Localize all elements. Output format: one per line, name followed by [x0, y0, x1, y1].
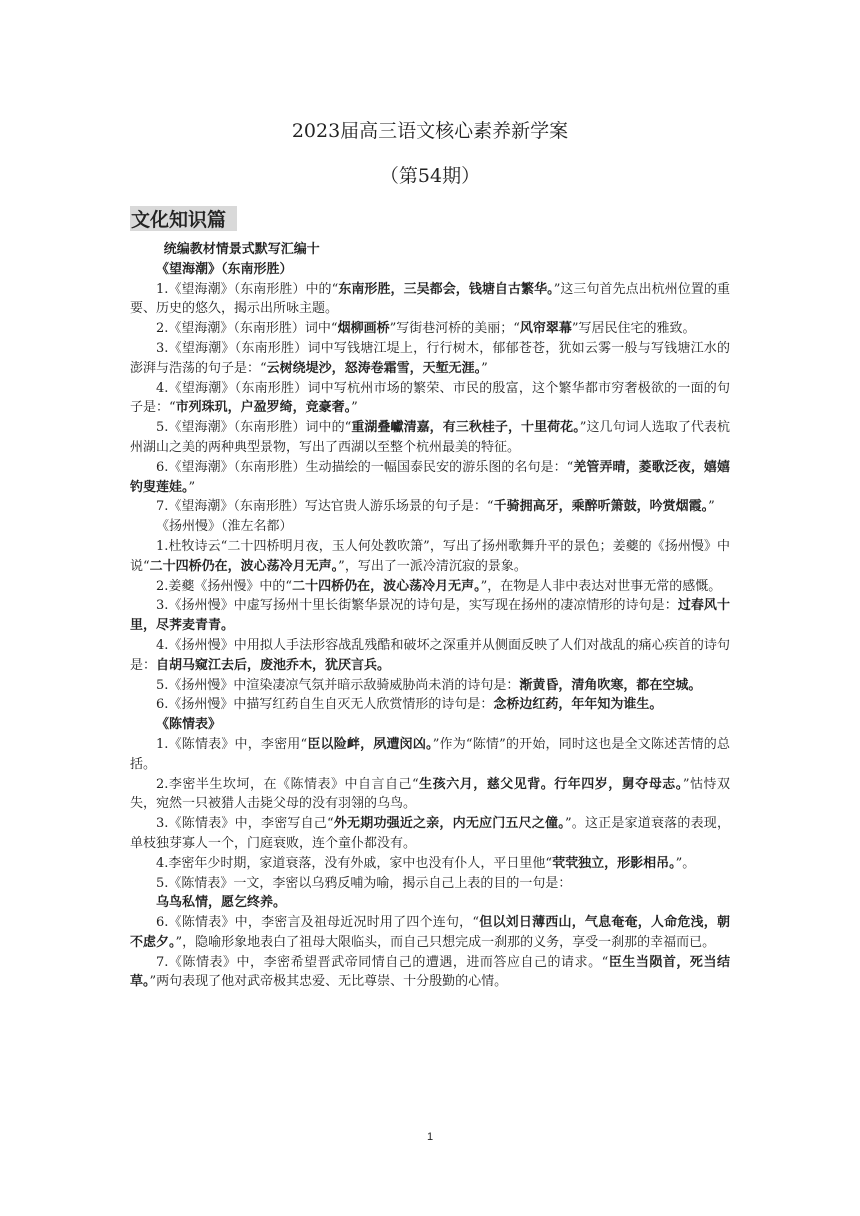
text-run: 6.《扬州慢》中描写红药自生自灭无人欣赏情形的诗句是：	[156, 697, 494, 713]
bold-quote: 自胡马窥江去后，废池乔木，犹厌言兵。	[156, 657, 391, 673]
section-heading: 文化知识篇	[131, 209, 227, 231]
paragraph	[130, 537, 730, 577]
text-run: 2.李密半生坎坷，在《陈情表》中自言自己“	[156, 776, 419, 792]
text-run: 6.《陈情表》中，李密言及祖母近况时用了四个连句，“	[156, 915, 480, 931]
bold-quote: 生孩六月，慈父见背。行年四岁，舅夺母志。	[418, 776, 683, 792]
text-run: 《望海潮》（东南形胜）	[156, 261, 293, 277]
text-run: ”两句表现了他对武帝极其忠爱、无比尊崇、十分殷勤的心情。	[149, 974, 508, 990]
paragraph	[130, 260, 730, 280]
text-run: ”写居民住宅的雅致。	[571, 321, 696, 337]
text-run: 1.《陈情表》中，李密用“	[156, 736, 308, 752]
paragraph	[130, 913, 730, 953]
text-run: ”。这正是家道衰落的表现，单枝独芽寡人一个，门庭衰败，连个童仆都没有。	[130, 816, 730, 851]
paragraph	[130, 893, 730, 913]
text-run: 7.《望海潮》（东南形胜）写达官贵人游乐场景的句子是：“	[156, 499, 494, 515]
paragraph	[130, 458, 730, 498]
bold-quote: 二十四桥仍在，波心荡冷月无声。	[292, 578, 481, 594]
text-run: 2.姜夔《扬州慢》中的“	[156, 578, 293, 594]
paragraph	[130, 339, 730, 379]
text-run: ”	[351, 400, 358, 416]
text-run: ”	[708, 499, 715, 515]
text-run: ”。	[675, 855, 696, 871]
text-run: ”这三句首先点出杭州位置的重要、历史的悠久，揭示出所咏主题。	[130, 281, 730, 317]
bold-quote: 烟柳画桥	[337, 321, 390, 337]
text-run: 2.《望海潮》（东南形胜）词中“	[156, 321, 338, 337]
text-run: 4.李密年少时期，家道衰落，没有外戚，家中也没有仆人，平日里他“	[156, 855, 553, 871]
paragraph	[130, 280, 730, 320]
paragraph	[130, 676, 730, 696]
paragraph	[130, 775, 730, 815]
bold-quote: 但以刘日薄西山，气息奄奄，人命危浅，朝不虑夕。	[130, 915, 730, 950]
text-run: ”作为“陈情”的开始，同时这也是全文陈述苦情的总括。	[130, 736, 730, 772]
bold-quote: 外无期功强近之亲，内无应门五尺之僮。	[333, 816, 565, 832]
text-run: 3.《望海潮》（东南形胜）词中写钱塘江堤上，行行树木，郁郁苍苍，犹如云雾一般与写钱塘江水的澎湃与浩荡的句子是：“	[130, 340, 730, 376]
page-number: 1	[426, 1131, 434, 1143]
bold-quote: 渐黄昏，清角吹寒，都在空城。	[519, 677, 702, 693]
text-run: 3.《陈情表》中，李密写自己“	[156, 816, 334, 832]
bold-quote: 市列珠玑，户盈罗绮，竞豪奢。	[175, 400, 352, 416]
paragraph	[130, 596, 730, 636]
text-run: 7.《陈情表》中，李密希望晋武帝同情自己的遭遇，进而答应自己的请求。“	[156, 954, 609, 970]
bold-quote: 羌管弄晴，菱歌泛夜，嬉嬉钓叟莲娃。	[130, 459, 730, 495]
paragraph	[130, 418, 730, 458]
body-text	[130, 240, 730, 992]
paragraph	[130, 715, 730, 735]
text-run: ”，写出了一派冷清沉寂的景象。	[338, 558, 527, 574]
paragraph	[130, 953, 730, 993]
paragraph	[130, 814, 730, 854]
text-run: 1.杜牧诗云“二十四桥明月夜，玉人何处教吹箫”，写出了扬州歌舞升平的景色；姜夔的《扬州慢》中说“	[130, 538, 730, 574]
paragraph	[130, 577, 730, 597]
text-run: 5.《陈情表》一文，李密以乌鸦反哺为喻，揭示自己上表的目的一句是：	[156, 875, 572, 891]
bold-quote: 东南形胜，三吴都会，钱塘自古繁华。	[338, 281, 554, 297]
bold-quote: 臣以险衅，夙遭闵凶。	[307, 736, 433, 752]
paragraph	[130, 240, 730, 260]
text-run: ”，隐喻形象地表白了祖母大限临头，而自己只想完成一刹那的义务，享受一刹那的幸福而已。	[175, 934, 716, 950]
paragraph	[130, 319, 730, 339]
text-run: ”，在物是人非中表达对世事无常的感慨。	[480, 578, 722, 594]
paragraph	[130, 735, 730, 775]
bold-quote: 重湖叠巘清嘉，有三秋桂子，十里荷花。	[351, 420, 580, 436]
text-run: 4.《望海潮》（东南形胜）词中写杭州市场的繁荣、市民的殷富，这个繁华都市穷奢极欲的一面的句子是：“	[130, 380, 730, 416]
bold-quote: 二十四桥仍在，波心荡冷月无声。	[149, 558, 339, 574]
paragraph	[130, 636, 730, 676]
bold-quote: 臣生当陨首，死当结草。	[130, 954, 730, 990]
text-run: 3.《扬州慢》中虚写扬州十里长街繁华景况的诗句是，实写现在扬州的凄凉情形的诗句是：	[156, 598, 678, 614]
paragraph	[130, 695, 730, 715]
bold-quote: 过春风十里，尽荠麦青青。	[130, 598, 730, 634]
text-run: 4.《扬州慢》中用拟人手法形容战乱残酷和破坏之深重并从侧面反映了人们对战乱的痛心疾首的诗句是：	[130, 637, 730, 673]
text-run: 《陈情表》	[156, 717, 222, 733]
text-run: ”写街巷河桥的美丽；“	[389, 321, 520, 337]
bold-quote: 乌鸟私情，愿乞终养。	[156, 895, 287, 911]
issue-number: （第54期）	[379, 165, 481, 187]
bold-quote: 云树绕堤沙，怒涛卷霜雪，天堑无涯。	[266, 360, 482, 376]
text-run: 5.《扬州慢》中渲染凄凉气氛并暗示敌骑威胁尚未消的诗句是：	[156, 677, 520, 693]
text-run: ”怙恃双失，宛然一只被猎人击毙父母的没有羽翎的乌鸟。	[130, 776, 730, 812]
bold-quote: 千骑拥高牙，乘醉听箫鼓，吟赏烟霞。	[493, 499, 709, 515]
paragraph	[130, 517, 730, 537]
bold-quote: 念桥边红药，年年知为谁生。	[493, 697, 663, 713]
text-run: 《扬州慢》（淮左名都）	[156, 519, 293, 535]
paragraph	[130, 854, 730, 874]
document-title: 2023届高三语文核心素养新学案	[291, 120, 569, 142]
text-run: 6.《望海潮》（东南形胜）生动描绘的一幅国泰民安的游乐图的名句是：“	[156, 459, 574, 475]
text-run: 5.《望海潮》（东南形胜）词中的“	[156, 420, 352, 436]
paragraph	[130, 379, 730, 419]
paragraph	[130, 874, 730, 894]
bold-quote: 茕茕独立，形影相吊。	[552, 855, 676, 871]
text-run: 统编教材情景式默写汇编十	[163, 242, 320, 257]
text-run: ”	[188, 479, 196, 495]
text-run: ”这几句词人选取了代表杭州湖山之美的两种典型景物，写出了西湖以至整个杭州最美的特征。	[130, 420, 730, 455]
paragraph	[130, 497, 730, 517]
text-run: ”	[481, 360, 488, 376]
text-run: 1.《望海潮》（东南形胜）中的“	[156, 281, 339, 297]
bold-quote: 风帘翠幕	[519, 321, 572, 337]
